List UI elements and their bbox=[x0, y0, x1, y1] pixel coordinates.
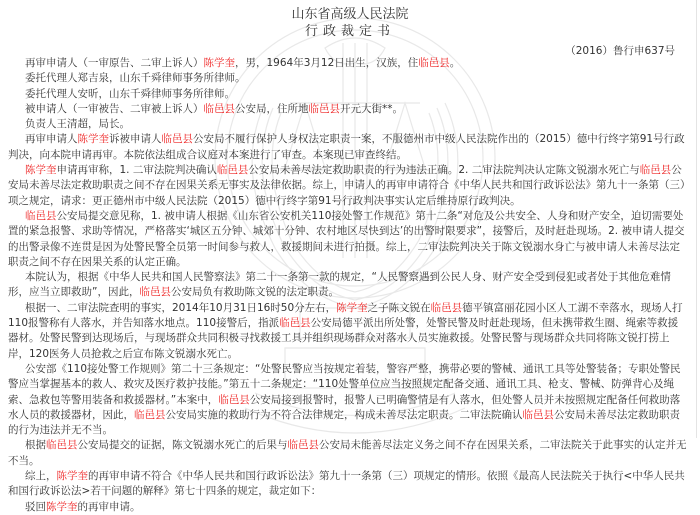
highlighted-place-name: 临邑县 bbox=[46, 439, 78, 452]
paragraph-text: 。 bbox=[449, 57, 461, 69]
highlighted-person-name: 陈学奎 bbox=[56, 470, 88, 483]
highlighted-person-name: 陈学奎 bbox=[336, 301, 368, 314]
paragraph-ruling bbox=[8, 500, 688, 515]
paragraph-agent-1 bbox=[8, 71, 688, 86]
paragraph-text: 根据 bbox=[25, 439, 46, 452]
paragraph-text: 公安局负有救助陈文锐的法定职责。 bbox=[170, 286, 339, 299]
ruling-body bbox=[8, 56, 688, 515]
paragraph-text: 公安局提交意见称，1. 被申请人根据《山东省公安机关110接处警工作规范》第十二条“对危及公共安全、人身和财产安全，迫切需要处置的紧急报警、求助等情况，严格落实‘城区五分钟、城郊十分钟、农村地区尽快到达’的出警时限要求”，接警后，及时赶赴现场。2. 被申请人提交的出警录像不连贯是因为处警民警全员第一时间参与救人，救援期间未进行拍摄。综上，二审法院判决关于陈文锐溺水身亡与被申请人未善尽法定职责之间不存在因果关系的认定正确。 bbox=[8, 209, 685, 268]
paragraph-text: 公安局未善尽法定救助职责的行为违法正确。2. 二审法院判决认定陈文锐溺水死亡与 bbox=[248, 164, 640, 177]
court-name: 山东省高级人民法院 bbox=[291, 7, 409, 22]
paragraph-person-in-charge bbox=[8, 117, 688, 132]
document-title: 行政裁定书 bbox=[304, 24, 395, 39]
paragraph-text: 开元大街**。 bbox=[340, 102, 403, 115]
highlighted-place-name: 临邑县 bbox=[218, 393, 250, 406]
paragraph-text: 公安局接到报警时，报警人已明确警情是有人落水，但处警人员并未按照规定配备任何救助落水人员的救援器材，因此， bbox=[8, 393, 681, 421]
paragraph-text: 诉被申请人 bbox=[109, 133, 162, 146]
paragraph-text: 负责人王清超，局长。 bbox=[25, 118, 130, 131]
highlighted-place-name: 临邑县 bbox=[161, 133, 193, 146]
paragraph-text: 之子陈文锐在 bbox=[367, 301, 431, 314]
paragraph-text: 的再审申请。 bbox=[77, 500, 141, 513]
paragraph-text: 的再审申请不符合《中华人民共和国行政诉讼法》第九十一条第（三）项规定的情形。依照《最高人民法院关于执行<中华人民共和国行政诉讼法>若干问题的解释》第七十四条的规定，裁定如下： bbox=[8, 470, 685, 498]
highlighted-person-name: 陈学奎 bbox=[25, 164, 57, 177]
paragraph-text: 综上， bbox=[25, 470, 57, 483]
paragraph-text: 再审申请人 bbox=[25, 133, 78, 146]
paragraph-text: 公安部《110接处警工作规则》第二十三条规定：“处警民警应当按规定着装，警容严整，携带必要的警械、通讯工具等处警装备；专职处警民警应当掌握基本的救人、救灾及医疗救护技能。”第五十二条规定：“110处警单位应当按照规定配备交通、通讯工具、枪支、警械、防弹背心及绳索、急救包等警用装备和救援器材。”本案中， bbox=[8, 362, 681, 406]
highlighted-person-name: 陈学奎 bbox=[77, 133, 109, 146]
highlighted-place-name: 临邑县 bbox=[279, 317, 311, 330]
paragraph-text: 公安局德平派出所处警，处警民警及时赶赴现场，但未携带救生圈、绳索等救援器材。处警民警到达现场后，与现场群众共同积极寻找救援工具并组织现场群众对落水人员实施救援。处警民警与现场群众共同将陈文锐打捞上岸，120医务人员抢救之后宣布陈文锐溺水死亡。 bbox=[8, 317, 679, 360]
paragraph-agent-2 bbox=[8, 87, 688, 102]
highlighted-place-name: 临邑县 bbox=[25, 209, 57, 222]
paragraph-text: 根据一、二审法院查明的事实，2014年10月31日16时50分左右， bbox=[25, 301, 337, 314]
paragraph-text: 公安局未善尽法定救助职责的行为违法并无不当。 bbox=[8, 408, 680, 437]
paragraph-text: 公安局不履行保护人身权法定职责一案，不服德州市中级人民法院作出的（2015）德中行终字第91号行政判决，向本院申请再审。本院依法组成合议庭对本案进行了审查。本案现已审查终结。 bbox=[8, 133, 685, 161]
highlighted-person-name: 陈学奎 bbox=[203, 57, 235, 69]
paragraph-conclusion bbox=[8, 469, 688, 500]
highlighted-person-name: 陈学奎 bbox=[46, 500, 78, 513]
highlighted-place-name: 临邑县 bbox=[418, 57, 450, 69]
paragraph-applicant bbox=[8, 56, 688, 71]
paragraph-court-opinion bbox=[8, 270, 688, 301]
paragraph-text: 委托代理人郑吉泉，山东千舜律师事务所律师。 bbox=[25, 72, 246, 85]
paragraph-respondent-opinion bbox=[8, 209, 688, 270]
paragraph-applicant-claims bbox=[8, 163, 688, 209]
highlighted-place-name: 临邑县 bbox=[639, 164, 672, 177]
paragraph-rules bbox=[8, 362, 688, 438]
paragraph-case-intro bbox=[8, 132, 688, 163]
paragraph-text: 本院认为，根据《中华人民共和国人民警察法》第二十一条第一款的规定，“人民警察遇到公民人身、财产安全受到侵犯或者处于其他危难情形，应当立即救助”，因此， bbox=[8, 271, 671, 299]
case-number: （2016）鲁行申637号 bbox=[565, 45, 675, 57]
highlighted-place-name: 临邑县 bbox=[134, 408, 166, 421]
paragraph-text: 公安局未善尽法定救助职责之间不存在因果关系无事实及法律依据。综上，申请人的再审申请符合《中华人民共和国行政诉讼法》第九十一条第（三）项之规定，请求：更正德州市中级人民法院（2015）德中行终字第91号行政判决事实认定后维持原行政判决。 bbox=[8, 164, 686, 207]
paragraph-text: 公安局，住所地 bbox=[235, 102, 309, 115]
paragraph-respondent bbox=[8, 102, 688, 117]
paragraph-text: 公安局未能善尽法定义务之间不存在因果关系，二审法院关于此事实的认定并无不当。 bbox=[8, 439, 687, 467]
paragraph-text: 公安局实施的救助行为不符合法律规定，构成未善尽法定职责。二审法院确认 bbox=[165, 408, 523, 421]
paragraph-text: 公安局提交的证据，陈文锐溺水死亡的后果与 bbox=[77, 439, 288, 452]
highlighted-place-name: 临邑县 bbox=[522, 408, 554, 421]
highlighted-place-name: 临邑县 bbox=[287, 439, 319, 452]
paragraph-text: 德平镇富丽花园小区人工湖不幸落水，现场人打110报警称有人落水，并告知落水地点。110接警后，指派 bbox=[8, 301, 683, 330]
highlighted-place-name: 临邑县 bbox=[430, 301, 463, 314]
paragraph-facts bbox=[8, 301, 688, 362]
paragraph-text: 驳回 bbox=[25, 500, 46, 513]
paragraph-text: 被申请人（一审被告、二审被上诉人） bbox=[25, 102, 204, 115]
highlighted-place-name: 临邑县 bbox=[139, 286, 171, 299]
highlighted-place-name: 临邑县 bbox=[308, 102, 340, 115]
highlighted-place-name: 临邑县 bbox=[203, 102, 235, 115]
paragraph-text: 再审申请人（一审原告、二审上诉人） bbox=[25, 57, 204, 69]
paragraph-text: ，男，1964年3月12日出生，汉族，住 bbox=[235, 57, 419, 69]
paragraph-text: 申请再审称，1. 二审法院判决确认 bbox=[56, 164, 217, 177]
paragraph-text: 委托代理人安昕，山东千舜律师事务所律师。 bbox=[25, 87, 235, 100]
paragraph-causation bbox=[8, 438, 688, 469]
highlighted-place-name: 临邑县 bbox=[216, 164, 249, 177]
